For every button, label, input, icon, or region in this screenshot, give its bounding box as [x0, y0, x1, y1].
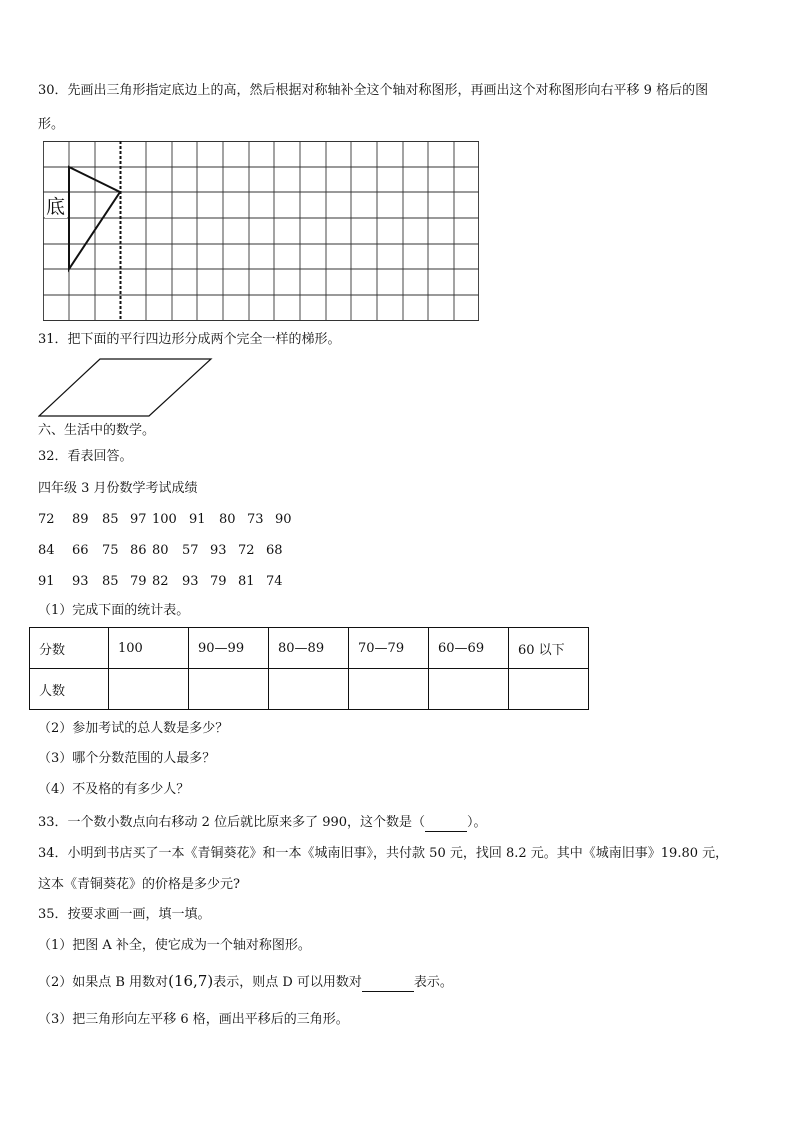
score-row-1 — [38, 511, 299, 529]
q33-after: ）。 — [467, 815, 487, 830]
stat-answer-cell[interactable] — [509, 669, 589, 710]
score-cell: 75 — [102, 543, 119, 558]
score-cell: 72 — [238, 543, 255, 558]
stat-answer-cell[interactable] — [109, 669, 189, 710]
score-cell: 82 — [152, 574, 169, 589]
stat-header-cell: 60 以下 — [509, 628, 589, 669]
q35-sub2 — [38, 972, 453, 992]
score-cell: 79 — [130, 574, 147, 589]
score-cell: 86 — [130, 543, 147, 558]
stat-header-cell: 70—79 — [349, 628, 429, 669]
q32-text: 32．看表回答。 — [38, 449, 133, 464]
stat-row-label: 人数 — [30, 669, 109, 710]
score-cell: 80 — [219, 512, 236, 527]
q34-line2: 这本《青铜葵花》的价格是多少元? — [38, 877, 240, 892]
stat-answer-cell[interactable] — [429, 669, 509, 710]
stat-header-cell: 分数 — [30, 628, 109, 669]
q33-text — [38, 814, 487, 832]
q35-sub1: （1）把图 A 补全，使它成为一个轴对称图形。 — [38, 938, 311, 953]
q35-answer-blank[interactable] — [362, 977, 414, 992]
score-cell: 68 — [266, 543, 283, 558]
score-row-2 — [38, 542, 290, 560]
stat-answer-cell[interactable] — [189, 669, 269, 710]
base-label: 底 — [46, 196, 66, 218]
stat-header-cell: 80—89 — [269, 628, 349, 669]
q35-sub2-middle: 表示，则点 D 可以用数对 — [213, 975, 362, 990]
q32-sub1: （1）完成下面的统计表。 — [38, 603, 190, 618]
grid-lines — [43, 141, 479, 321]
q31-text: 31．把下面的平行四边形分成两个完全一样的梯形。 — [38, 332, 341, 347]
section6-title: 六、生活中的数学。 — [38, 423, 156, 438]
score-cell: 79 — [210, 574, 227, 589]
stat-header-cell: 100 — [109, 628, 189, 669]
q35-sub2-after: 表示。 — [413, 975, 453, 990]
score-cell: 91 — [38, 574, 55, 589]
score-cell: 93 — [210, 543, 227, 558]
stat-answer-cell[interactable] — [269, 669, 349, 710]
q30-line2: 形。 — [38, 117, 65, 132]
score-cell: 85 — [102, 512, 119, 527]
score-cell: 84 — [38, 543, 55, 558]
stat-answer-cell[interactable] — [349, 669, 429, 710]
q32-sub2: （2）参加考试的总人数是多少？ — [38, 721, 229, 736]
q34-line1: 34．小明到书店买了一本《青铜葵花》和一本《城南旧事》，共付款 50 元，找回 8.2 元。其中《城南旧事》19.80 元， — [38, 846, 729, 861]
score-cell: 97 — [130, 512, 147, 527]
q35-sub2-before: （2）如果点 B 用数对 — [38, 975, 169, 990]
score-cell: 81 — [238, 574, 255, 589]
parallelogram-shape — [39, 359, 211, 416]
score-cell: 66 — [72, 543, 89, 558]
point-b-coordinate: (16,7) — [168, 972, 214, 990]
score-cell: 90 — [275, 512, 292, 527]
score-cell: 100 — [152, 512, 177, 527]
score-cell: 57 — [182, 543, 199, 558]
stat-count-row — [30, 669, 589, 710]
stat-table — [29, 627, 589, 710]
q32-sub4: （4）不及格的有多少人？ — [38, 782, 190, 797]
stat-header-cell: 60—69 — [429, 628, 509, 669]
q30-line1: 30．先画出三角形指定底边上的高，然后根据对称轴补全这个轴对称图形，再画出这个对称图形向右平移 9 格后的图 — [38, 83, 709, 98]
q35-sub3: （3）把三角形向左平移 6 格，画出平移后的三角形。 — [38, 1012, 349, 1027]
stat-header-row — [30, 628, 589, 669]
score-row-3 — [38, 573, 290, 591]
q30-grid — [43, 141, 481, 325]
score-cell: 74 — [266, 574, 283, 589]
stat-header-cell: 90—99 — [189, 628, 269, 669]
score-cell: 89 — [72, 512, 89, 527]
q32-table-title: 四年级 3 月份数学考试成绩 — [38, 481, 198, 496]
q33-before: 33．一个数小数点向右移动 2 位后就比原来多了 990，这个数是（ — [38, 815, 426, 830]
score-cell: 73 — [247, 512, 264, 527]
q31-parallelogram — [38, 356, 216, 420]
q33-answer-blank[interactable] — [425, 817, 467, 832]
score-cell: 80 — [152, 543, 169, 558]
score-cell: 91 — [189, 512, 206, 527]
score-cell: 72 — [38, 512, 55, 527]
q35-text: 35．按要求画一画，填一填。 — [38, 907, 211, 922]
score-cell: 85 — [102, 574, 119, 589]
score-cell: 93 — [72, 574, 89, 589]
q32-sub3: （3）哪个分数范围的人最多？ — [38, 751, 216, 766]
score-cell: 93 — [182, 574, 199, 589]
